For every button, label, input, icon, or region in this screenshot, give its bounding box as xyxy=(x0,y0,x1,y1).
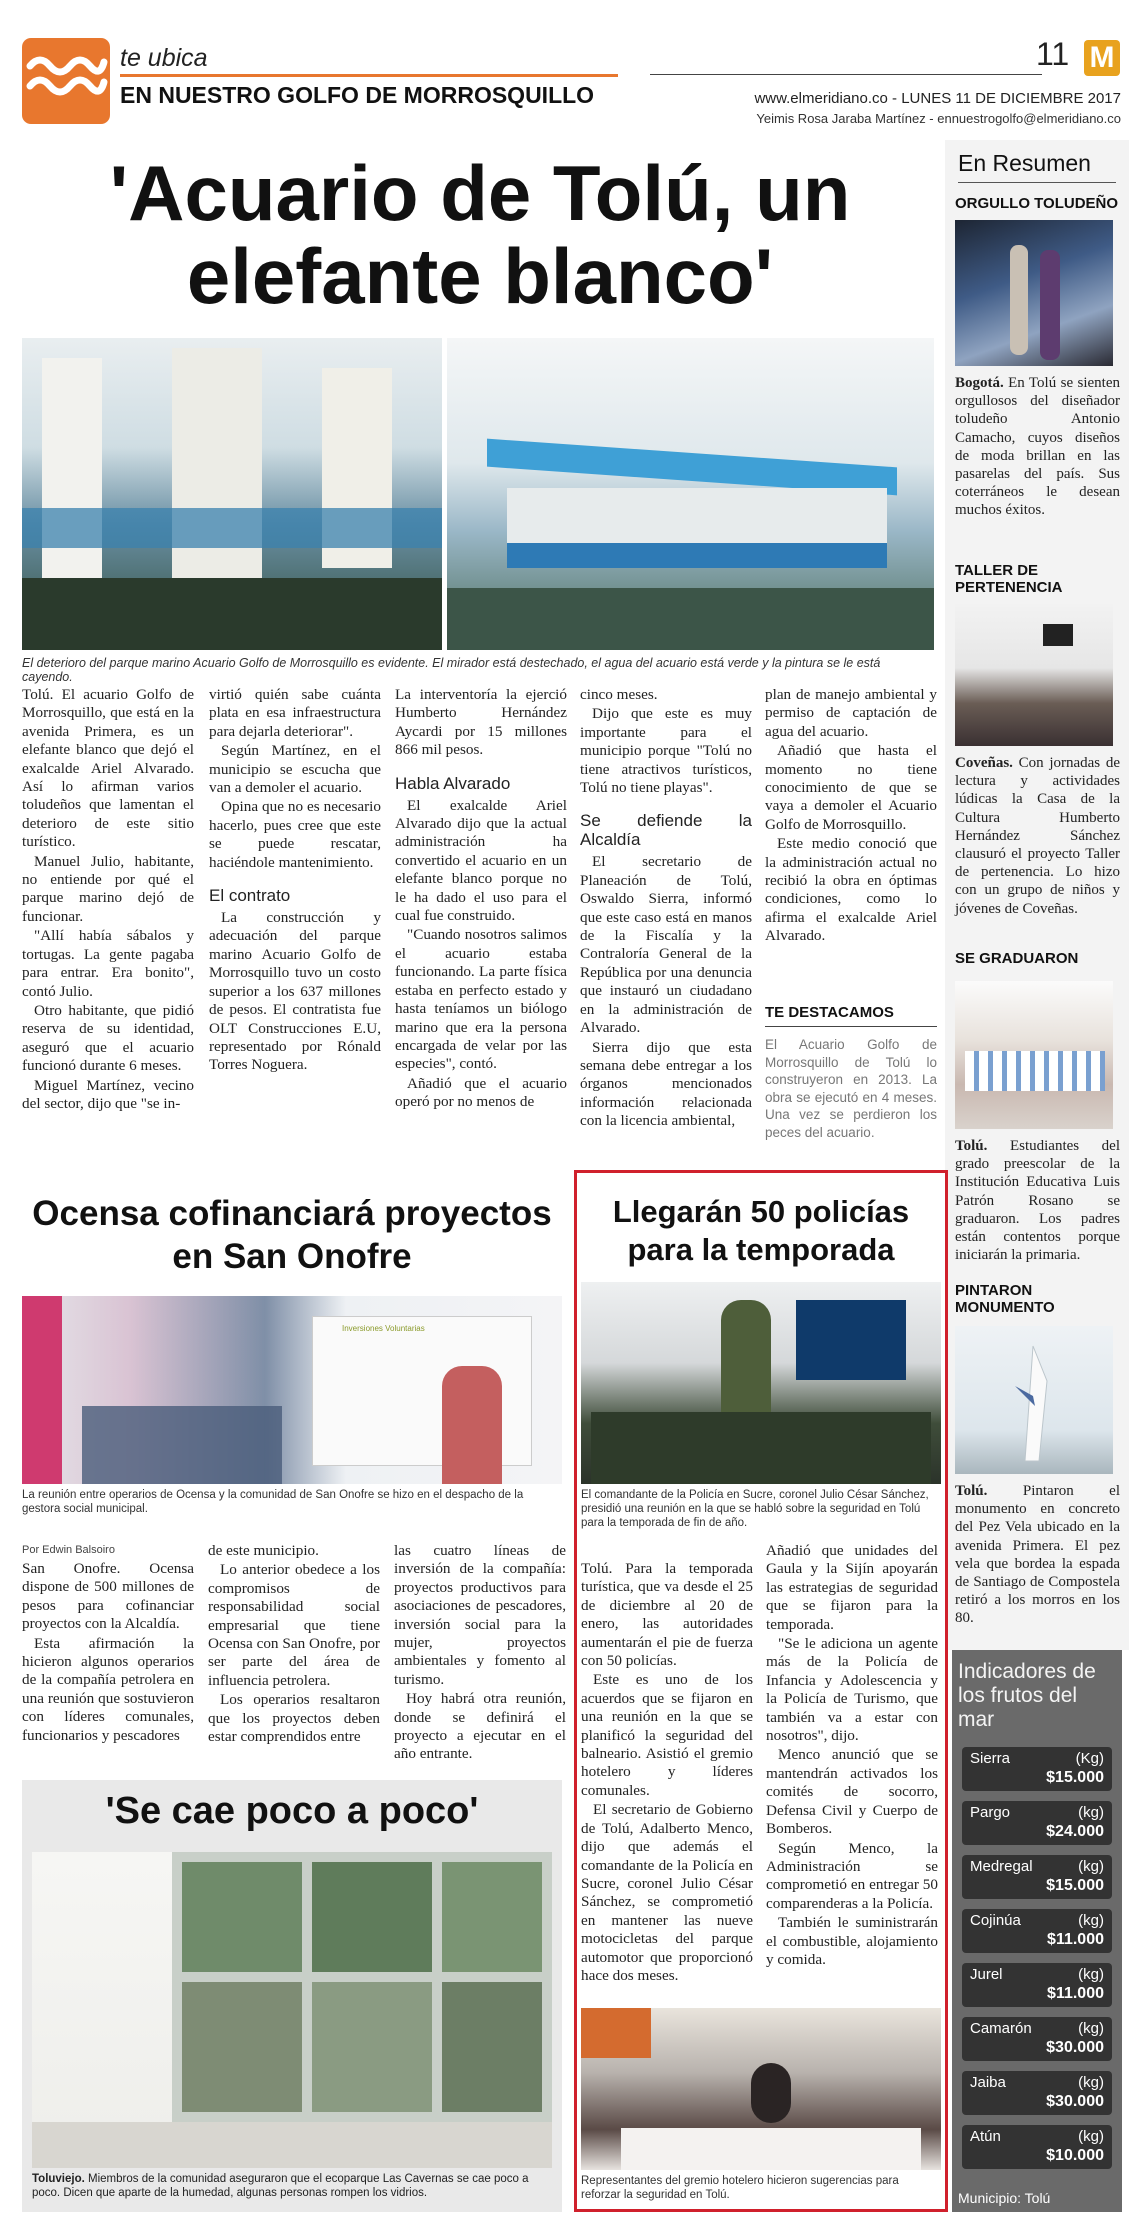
logo-letter: M xyxy=(1089,41,1115,74)
paragraph: El secretario de Gobierno de Tolú, Adalberto Menco, dijo que además el comandante de la Policía en Sucre, coronel Julio César Sánchez, se comprometió en mantener las nueve motocicletas del parque automotor que proporcionó hace dos meses. xyxy=(581,1801,753,1984)
summary-photo xyxy=(955,220,1113,366)
sailfish-statue-icon xyxy=(955,1326,1113,1474)
summary-body: Estudiantes del grado preescolar de la Institución Educativa Luis Patrón Rosano se graduaron. Los padres están contentos porque iniciarán la primaria. xyxy=(955,1138,1120,1264)
summary-lead: Coveñas. xyxy=(955,755,1013,771)
fish-price: $15.000 xyxy=(1046,1877,1104,1894)
paragraph: Este es uno de los acuerdos que se fijaron en una reunión en la que se planificó la seguridad del balneario. Asistió el gremio hotelero y líderes comunales. xyxy=(581,1671,753,1799)
fish-price: $30.000 xyxy=(1046,2093,1104,2110)
summary-item xyxy=(955,562,1120,918)
price-box xyxy=(962,1801,1112,1845)
summary-lead: Tolú. xyxy=(955,1483,988,1499)
main-col-4 xyxy=(580,686,752,1132)
slide-text: Inversiones Voluntarias xyxy=(342,1324,425,1333)
summary-heading: PINTARON MONUMENTO xyxy=(955,1282,1055,1316)
header-kicker: te ubica xyxy=(120,44,208,72)
ocensa-byline: Por Edwin Balsoiro xyxy=(22,1544,115,1556)
highlight-text: El Acuario Golfo de Morrosquillo de Tolú lo construyeron en 2013. La obra se ejecutó en 4 meses. Una vez se perdieron los peces del acuario. xyxy=(765,1037,937,1140)
paragraph: Esta afirmación la hicieron algunos operarios de la compañía petrolera en una reunión que sostuvieron con líderes comunales, funcionarios y pescadores xyxy=(22,1634,194,1744)
paragraph: Hoy habrá otra reunión, donde se definirá el proyecto a ejecutar en el año entrante. xyxy=(394,1690,566,1763)
summary-body: Pintaron el monumento en concreto del Pez Vela ubicado en la avenida Primera. El pez vela que bordea la espada de Santiago de Compostela retiró a los morros en los 80. xyxy=(955,1483,1120,1627)
fish-name: Jurel xyxy=(970,1966,1003,1983)
police-col-1 xyxy=(581,1560,753,1986)
prices-title: Indicadores de los frutos del mar xyxy=(958,1660,1096,1731)
paragraph: Añadió que el acuario operó por no menos de xyxy=(395,1074,567,1111)
paragraph: La interventoría la ejerció Humberto Hernández Aycardi por 15 millones 866 mil pesos. xyxy=(395,686,567,759)
subhead: El contrato xyxy=(209,886,291,906)
summary-item xyxy=(955,950,1120,1264)
sidebar-title: En Resumen xyxy=(958,150,1091,176)
paper-logo xyxy=(1084,40,1120,76)
price-box xyxy=(962,1909,1112,1953)
ocensa-col-2 xyxy=(208,1542,380,1747)
fish-name: Camarón xyxy=(970,2020,1032,2037)
price-box xyxy=(962,2125,1112,2169)
price-box xyxy=(962,2071,1112,2115)
paragraph: Según Martínez, en el municipio se escucha que van a demoler el acuario. xyxy=(209,742,381,797)
price-unit: (kg) xyxy=(1078,2128,1104,2145)
main-col-2 xyxy=(209,686,381,1076)
price-box xyxy=(962,2017,1112,2061)
fish-price: $11.000 xyxy=(1047,1931,1104,1948)
main-photo-caption: El deterioro del parque marino Acuario Golfo de Morrosquillo es evidente. El mirador está destechado, el agua del acuario está verde y la pintura se le está cayendo. xyxy=(22,656,881,684)
paragraph: plan de manejo ambiental y permiso de captación de agua del acuario. xyxy=(765,686,937,740)
fish-price: $10.000 xyxy=(1046,2147,1104,2164)
paragraph: Otro habitante, que pidió reserva de su identidad, aseguró que el acuario funcionó durante 6 meses. xyxy=(22,1001,194,1075)
highlight-rule xyxy=(765,1026,937,1027)
ocensa-col-3 xyxy=(394,1542,566,1765)
paragraph: Menco anunció que se mantendrán activados los comités de socorro, Defensa Civil y Cuerpo de Bomberos. xyxy=(766,1746,938,1838)
header-right-rule xyxy=(650,74,1042,75)
waves-icon xyxy=(22,38,110,124)
paragraph: El exalcalde Ariel Alvarado dijo que la actual administración ha convertido el acuario en un elefante blanco porque no le ha dado el uso para el cual fue construido. xyxy=(395,796,567,925)
summary-text xyxy=(955,1137,1120,1264)
ocensa-photo xyxy=(22,1296,562,1484)
summary-item xyxy=(955,195,1120,520)
aquarium-photo-right xyxy=(447,338,934,650)
page-number: 11 xyxy=(1036,36,1070,72)
price-unit: (kg) xyxy=(1078,2020,1104,2037)
paragraph: Añadió que unidades del Gaula y la Sijín apoyarán las estrategias de seguridad que se fijaron para la temporada. xyxy=(766,1542,938,1633)
summary-body: Con jornadas de lectura y actividades lúdicas la Casa de la Cultura Humberto Hernández Sánchez clausuró el proyecto Taller de pertenencia. Lo hizo con un grupo de niños y jóvenes de Coveñas. xyxy=(955,755,1120,917)
paragraph: "Se le adiciona un agente más de la Policía de Infancia y Adolescencia y la Policía de Turismo, que también va a estar con nosotros", dijo. xyxy=(766,1635,938,1745)
fish-name: Pargo xyxy=(970,1804,1011,1821)
price-box xyxy=(962,1855,1112,1899)
summary-heading: ORGULLO TOLUDEÑO xyxy=(955,195,1119,212)
summary-photo xyxy=(955,981,1113,1129)
paragraph: Según Menco, la Administración se comprometió en entregar 50 comparenderas a la Policía. xyxy=(766,1839,938,1912)
summary-text xyxy=(955,1482,1120,1628)
paragraph: También le suministrarán el combustible, alojamiento y comida. xyxy=(766,1914,938,1968)
subhead: Habla Alvarado xyxy=(395,773,511,793)
fish-price: $30.000 xyxy=(1046,2039,1104,2056)
paragraph: Tolú. El acuario Golfo de Morrosquillo, que está en la avenida Primera, es un elefante blanco que dejó el exalcalde Ariel Alvarado. Así lo afirman varios toludeños que lamentan el deterioro de este sitio turístico. xyxy=(22,686,194,851)
fish-name: Sierra xyxy=(970,1750,1011,1767)
police-headline: Llegarán 50 policías para la temporada xyxy=(612,1194,910,1267)
summary-heading: SE GRADUARON xyxy=(955,950,1079,967)
summary-lead: Bogotá. xyxy=(955,375,1004,391)
price-box xyxy=(962,1747,1112,1791)
price-unit: (Kg) xyxy=(1075,1750,1104,1767)
summary-body: En Tolú se sienten orgullosos del diseñador toludeño Antonio Camacho, cuyos diseños de moda brillan en las pasarelas del país. Sus coterráneos le desean muchos éxitos. xyxy=(955,375,1120,519)
paragraph: Este medio conoció que la administración actual no recibió la obra en óptimas condiciones, como lo afirma el exalcalde Ariel Alvarado. xyxy=(765,835,937,945)
price-unit: (kg) xyxy=(1078,2074,1104,2091)
main-col-1 xyxy=(22,686,194,1114)
caves-headline: 'Se cae poco a poco' xyxy=(105,1790,479,1832)
ocensa-headline: Ocensa cofinanciará proyectos en San Onofre xyxy=(32,1194,552,1276)
paragraph: El secretario de Planeación de Tolú, Oswaldo Sierra, informó que este caso está en manos de la Fiscalía y la Contraloría General de la República por una denuncia que instauró un ciudadano en la administración de Alvarado. xyxy=(580,853,752,1037)
fish-price: $24.000 xyxy=(1046,1823,1104,1840)
price-unit: (kg) xyxy=(1078,1858,1104,1875)
paragraph: virtió quién sabe cuánta plata en esa infraestructura para dejarla deteriorar". xyxy=(209,686,381,740)
police-col-2 xyxy=(766,1542,938,1970)
paragraph: Opina que no es necesario hacerlo, pues cree que este se puede rescatar, haciéndole mantenimiento. xyxy=(209,798,381,871)
price-box xyxy=(962,1963,1112,2007)
paragraph: Manuel Julio, habitante, no entiende por qué el parque marino dejó de funcionar. xyxy=(22,852,194,925)
paragraph: Sierra dijo que esta semana debe entregar a los órganos mencionados información relacionada con la licencia ambiental, xyxy=(580,1038,752,1130)
paragraph: San Onofre. Ocensa dispone de 500 millones de pesos para cofinanciar proyectos con la Alcaldía. xyxy=(22,1560,194,1633)
summary-lead: Tolú. xyxy=(955,1138,988,1154)
price-unit: (kg) xyxy=(1078,1912,1104,1929)
main-col-3 xyxy=(395,686,567,1113)
highlight-title: TE DESTACAMOS xyxy=(765,1004,894,1021)
fish-price: $15.000 xyxy=(1046,1769,1104,1786)
main-col-5 xyxy=(765,686,937,947)
paragraph: Lo anterior obedece a los compromisos de responsabilidad social empresarial que tiene Ocensa con San Onofre, por ser parte del área de influencia petrolera. xyxy=(208,1561,380,1689)
ocensa-col-1 xyxy=(22,1560,194,1746)
aquarium-photo-left xyxy=(22,338,442,650)
police-caption: El comandante de la Policía en Sucre, coronel Julio César Sánchez, presidió una reunión en la que se habló sobre la seguridad en Tolú para la temporada de fin de año. xyxy=(581,1489,929,1529)
caves-caption xyxy=(32,2172,552,2200)
main-headline: 'Acuario de Tolú, un elefante blanco' xyxy=(109,149,851,320)
price-unit: (kg) xyxy=(1078,1966,1104,1983)
paragraph: de este municipio. xyxy=(208,1542,319,1559)
municipality-label: Municipio: Tolú xyxy=(958,2190,1051,2206)
summary-photo xyxy=(955,604,1113,746)
paragraph: Miguel Martínez, vecino del sector, dijo que "se in- xyxy=(22,1076,194,1112)
fish-name: Jaiba xyxy=(970,2074,1006,2091)
byline: Yeimis Rosa Jaraba Martínez - ennuestrogolfo@elmeridiano.co xyxy=(756,111,1121,126)
price-unit: (kg) xyxy=(1078,1804,1104,1821)
summary-photo xyxy=(955,1326,1113,1474)
paragraph: La construcción y adecuación del parque marino Acuario Golfo de Morrosquillo tuvo un costo superior a los 637 millones de pesos. El contratista fue OLT Construcciones E.U, representado por Rónald Torres Noguera. xyxy=(209,909,381,1074)
caves-caption-lead: Toluviejo. xyxy=(32,2173,85,2185)
section-logo xyxy=(22,38,110,124)
header-rule xyxy=(120,74,618,77)
subhead: Se defiende la Alcaldía xyxy=(580,811,752,850)
fish-price: $11.000 xyxy=(1047,1985,1104,2002)
paragraph: Añadió que hasta el momento no tiene conocimiento de que se vaya a demoler el Acuario Golfo de Morrosquillo. xyxy=(765,742,937,833)
sidebar-title-rule xyxy=(958,182,1116,183)
ocensa-caption: La reunión entre operarios de Ocensa y la comunidad de San Onofre se hizo en el despacho de la gestora social municipal. xyxy=(22,1489,524,1515)
police-photo xyxy=(581,1282,941,1484)
caves-caption-body: Miembros de la comunidad aseguraron que el ecoparque Las Cavernas se cae poco a poco. Dicen que aparte de la humedad, algunas personas rompen los vidrios. xyxy=(32,2173,529,2199)
hotel-meeting-photo xyxy=(581,2008,941,2170)
caves-photo xyxy=(32,1852,552,2168)
paragraph: Tolú. Para la temporada turística, que va desde el 25 de diciembre al 20 de enero, las autoridades aumentarán el pie de fuerza con 50 policías. xyxy=(581,1560,753,1670)
paragraph: "Allí había sábalos y tortugas. La gente pagaba para entrar. Era bonito", contó Julio. xyxy=(22,927,194,1000)
paragraph: Los operarios resaltaron que los proyectos deben estar comprendidos entre xyxy=(208,1691,380,1746)
paragraph: las cuatro líneas de inversión de la compañía: proyectos productivos para asociaciones de pescadores, inversión social para la mujer, proyectos ambientales y fomento al turismo. xyxy=(394,1542,566,1688)
fish-name: Cojinúa xyxy=(970,1912,1021,1929)
summary-item xyxy=(955,1282,1120,1628)
hotel-caption: Representantes del gremio hotelero hicieron sugerencias para reforzar la seguridad en Tolú. xyxy=(581,2175,899,2201)
summary-heading: TALLER DE PERTENENCIA xyxy=(955,562,1063,596)
dateline: www.elmeridiano.co - LUNES 11 DE DICIEMBRE 2017 xyxy=(754,90,1121,107)
paragraph: cinco meses. xyxy=(580,686,658,703)
summary-text xyxy=(955,754,1120,918)
header-section: EN NUESTRO GOLFO DE MORROSQUILLO xyxy=(120,82,595,108)
fish-name: Medregal xyxy=(970,1858,1033,1875)
summary-text xyxy=(955,374,1120,520)
paragraph: Dijo que este es muy importante para el municipio porque "Tolú no tiene atractivos turísticos, Tolú no tiene playas". xyxy=(580,705,752,797)
paragraph: "Cuando nosotros salimos el acuario estaba funcionando. La parte física estaba en perfecto estado y hasta teníamos un biólogo marino que era la persona encargada de velar por las especies", contó. xyxy=(395,926,567,1073)
fish-name: Atún xyxy=(970,2128,1001,2145)
